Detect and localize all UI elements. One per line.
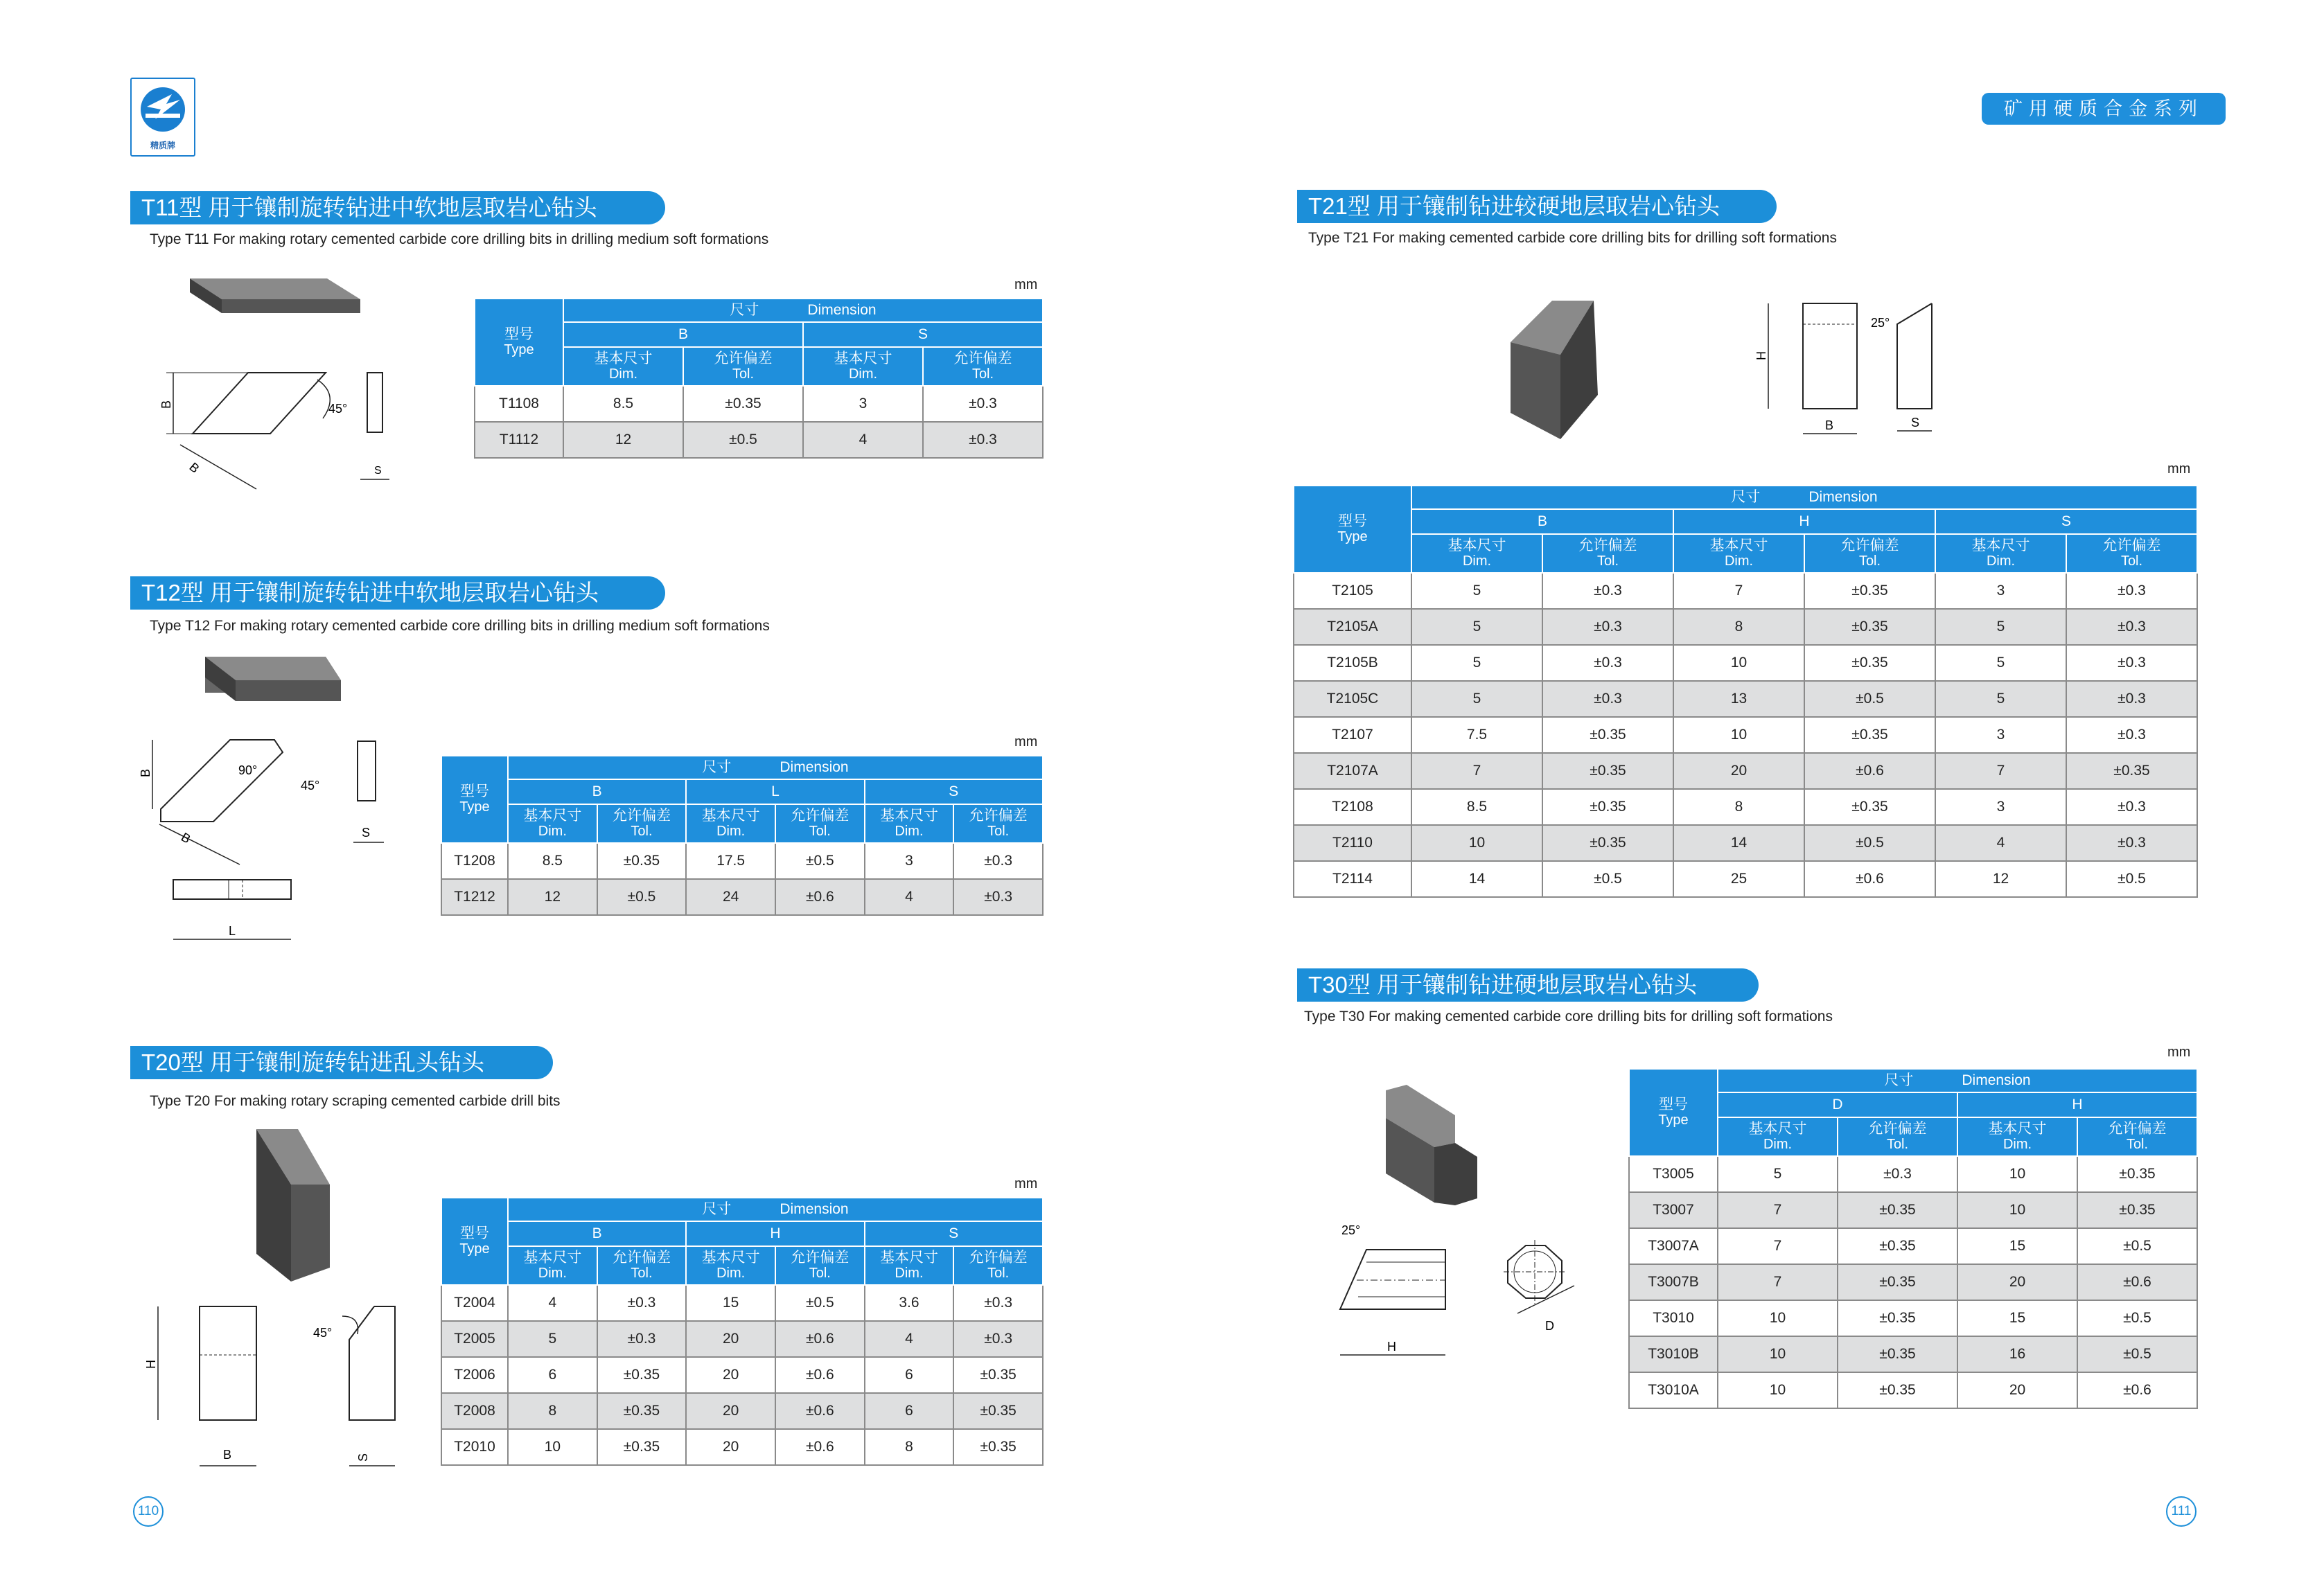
table-row: T2004 4 ±0.3 15 ±0.5 3.6 ±0.3 bbox=[441, 1285, 1043, 1321]
dimension-header: 尺寸 Dimension bbox=[563, 299, 1043, 322]
cell-type: T2114 bbox=[1294, 861, 1411, 897]
table-row: T1208 8.5 ±0.35 17.5 ±0.5 3 ±0.3 bbox=[441, 843, 1043, 879]
t30-label-h: H bbox=[1387, 1340, 1396, 1354]
t12-label-s: S bbox=[362, 826, 371, 840]
cell-type: T2010 bbox=[441, 1429, 508, 1465]
cell-type: T2004 bbox=[441, 1285, 508, 1321]
table-row: T3007A 7 ±0.35 15 ±0.5 bbox=[1629, 1228, 2197, 1264]
cell-type: T1208 bbox=[441, 843, 508, 879]
t21-label-b: B bbox=[1825, 418, 1834, 432]
brand-logo bbox=[130, 78, 195, 157]
t12-figure bbox=[139, 651, 416, 949]
t12-label-45: 45° bbox=[301, 779, 320, 792]
cell-type: T3007A bbox=[1629, 1228, 1718, 1264]
dimension-header: 尺寸 Dimension bbox=[1411, 486, 2197, 509]
tol-col-header: 允许偏差 Tol. bbox=[1542, 534, 1673, 573]
t21-unit: mm bbox=[2167, 461, 2191, 477]
t21-label-s: S bbox=[1911, 416, 1920, 429]
table-row: T1108 8.5 ±0.35 3 ±0.3 bbox=[475, 386, 1043, 422]
t20-front-view bbox=[200, 1306, 256, 1420]
t12-side-view bbox=[358, 741, 376, 801]
table-row: T2006 6 ±0.35 20 ±0.6 6 ±0.35 bbox=[441, 1357, 1043, 1393]
group-header: B bbox=[563, 322, 803, 347]
section-subtitle-t21: Type T21 For making cemented carbide core drilling bits for drilling soft formations bbox=[1308, 230, 1837, 246]
t12-label-l: L bbox=[229, 924, 236, 938]
group-header: S bbox=[1935, 509, 2197, 534]
group-header: L bbox=[686, 779, 864, 804]
t30-rod-end bbox=[1434, 1143, 1477, 1205]
table-row: T2107 7.5 ±0.35 10 ±0.35 3 ±0.3 bbox=[1294, 717, 2197, 753]
t11-label-b2: B bbox=[186, 459, 202, 476]
dim-col-header: 基本尺寸 Dim. bbox=[1935, 534, 2066, 573]
cell-type: T3005 bbox=[1629, 1156, 1718, 1192]
table-row: T2114 14 ±0.5 25 ±0.6 12 ±0.5 bbox=[1294, 861, 2197, 897]
table-row: T2010 10 ±0.35 20 ±0.6 8 ±0.35 bbox=[441, 1429, 1043, 1465]
tol-col-header: 允许偏差 Tol. bbox=[953, 804, 1043, 843]
section-title-t21: T21型 用于镶制钻进较硬地层取岩心钻头 bbox=[1297, 190, 1777, 223]
t20-label-h: H bbox=[144, 1360, 158, 1369]
cell-type: T2105A bbox=[1294, 609, 1411, 645]
dim-col-header: 基本尺寸 Dim. bbox=[563, 347, 683, 386]
tol-col-header: 允许偏差 Tol. bbox=[953, 1246, 1043, 1285]
cell-type: T2008 bbox=[441, 1393, 508, 1429]
t11-unit: mm bbox=[1014, 277, 1038, 292]
table-row: T3007B 7 ±0.35 20 ±0.6 bbox=[1629, 1264, 2197, 1300]
cell-type: T1112 bbox=[475, 422, 563, 458]
t30-figure bbox=[1317, 1081, 1635, 1372]
type-header: 型号 Type bbox=[1294, 486, 1411, 573]
group-header: S bbox=[865, 779, 1043, 804]
t30-label-d: D bbox=[1545, 1319, 1554, 1333]
cell-type: T1108 bbox=[475, 386, 563, 422]
dim-col-header: 基本尺寸 Dim. bbox=[803, 347, 923, 386]
dim-col-header: 基本尺寸 Dim. bbox=[865, 1246, 954, 1285]
page-number-right: 111 bbox=[2166, 1496, 2197, 1527]
t20-label-b: B bbox=[223, 1448, 232, 1462]
cell-type: T2105C bbox=[1294, 681, 1411, 717]
section-title-t30: T30型 用于镶制钻进硬地层取岩心钻头 bbox=[1297, 968, 1759, 1002]
t21-label-h: H bbox=[1754, 351, 1768, 360]
t21-label-angle: 25° bbox=[1871, 316, 1890, 330]
table-row: T1212 12 ±0.5 24 ±0.6 4 ±0.3 bbox=[441, 879, 1043, 915]
t11-figure bbox=[139, 263, 430, 499]
type-header: 型号 Type bbox=[1629, 1069, 1718, 1156]
cell-type: T3010A bbox=[1629, 1372, 1718, 1408]
group-header: B bbox=[508, 779, 686, 804]
dim-col-header: 基本尺寸 Dim. bbox=[1718, 1117, 1838, 1156]
t30-label-angle: 25° bbox=[1341, 1223, 1361, 1237]
cell-type: T3010B bbox=[1629, 1336, 1718, 1372]
dim-col-header: 基本尺寸 Dim. bbox=[508, 804, 597, 843]
cell-type: T3007 bbox=[1629, 1192, 1718, 1228]
group-header: S bbox=[803, 322, 1043, 347]
cell-type: T3010 bbox=[1629, 1300, 1718, 1336]
table-row: T2005 5 ±0.3 20 ±0.6 4 ±0.3 bbox=[441, 1321, 1043, 1357]
t30-side-view bbox=[1340, 1250, 1445, 1309]
t12-label-90: 90° bbox=[238, 763, 258, 777]
t11-label-angle: 45° bbox=[328, 402, 348, 416]
table-row: T2008 8 ±0.35 20 ±0.6 6 ±0.35 bbox=[441, 1393, 1043, 1429]
tol-col-header: 允许偏差 Tol. bbox=[2077, 1117, 2197, 1156]
tol-col-header: 允许偏差 Tol. bbox=[1838, 1117, 1957, 1156]
t12-plate-front bbox=[236, 680, 341, 701]
table-row: T2105A 5 ±0.3 8 ±0.35 5 ±0.3 bbox=[1294, 609, 2197, 645]
group-header: H bbox=[1673, 509, 1935, 534]
t20-unit: mm bbox=[1014, 1176, 1038, 1191]
group-header: D bbox=[1718, 1092, 1957, 1117]
brand-logo-mark-icon bbox=[132, 79, 194, 137]
group-header: S bbox=[865, 1221, 1043, 1246]
dim-col-header: 基本尺寸 Dim. bbox=[508, 1246, 597, 1285]
t11-plate-front bbox=[222, 299, 360, 313]
t21-table bbox=[1293, 485, 2198, 898]
section-title-t11: T11型 用于镶制旋转钻进中软地层取岩心钻头 bbox=[130, 191, 665, 224]
cell-type: T3007B bbox=[1629, 1264, 1718, 1300]
t20-block-front bbox=[291, 1185, 330, 1282]
table-row: T2108 8.5 ±0.35 8 ±0.35 3 ±0.3 bbox=[1294, 789, 2197, 825]
dim-col-header: 基本尺寸 Dim. bbox=[1957, 1117, 2077, 1156]
tol-col-header: 允许偏差 Tol. bbox=[2066, 534, 2197, 573]
t20-label-angle: 45° bbox=[313, 1326, 333, 1340]
tol-col-header: 允许偏差 Tol. bbox=[683, 347, 803, 386]
dimension-header: 尺寸 Dimension bbox=[508, 756, 1043, 779]
group-header: B bbox=[1411, 509, 1673, 534]
section-subtitle-t12: Type T12 For making rotary cemented carbide core drilling bits in drilling medium soft formations bbox=[150, 618, 770, 634]
type-header: 型号 Type bbox=[441, 756, 508, 843]
table-row: T3010B 10 ±0.35 16 ±0.5 bbox=[1629, 1336, 2197, 1372]
dim-col-header: 基本尺寸 Dim. bbox=[686, 804, 775, 843]
tol-col-header: 允许偏差 Tol. bbox=[775, 1246, 865, 1285]
cell-type: T2006 bbox=[441, 1357, 508, 1393]
section-title-t20: T20型 用于镶制旋转钻进乱头钻头 bbox=[130, 1046, 553, 1079]
tol-col-header: 允许偏差 Tol. bbox=[597, 1246, 687, 1285]
table-row: T2105C 5 ±0.3 13 ±0.5 5 ±0.3 bbox=[1294, 681, 2197, 717]
section-subtitle-t11: Type T11 For making rotary cemented carbide core drilling bits in drilling medium soft formations bbox=[150, 231, 769, 247]
cell-type: T1212 bbox=[441, 879, 508, 915]
t11-label-s: S bbox=[374, 465, 382, 477]
t12-top-view bbox=[173, 880, 291, 899]
t20-figure bbox=[139, 1129, 430, 1489]
t20-label-s: S bbox=[356, 1453, 370, 1462]
dim-col-header: 基本尺寸 Dim. bbox=[686, 1246, 775, 1285]
t21-block-front bbox=[1511, 342, 1560, 439]
cell-type: T2107 bbox=[1294, 717, 1411, 753]
dim-col-header: 基本尺寸 Dim. bbox=[1673, 534, 1804, 573]
group-header: H bbox=[686, 1221, 864, 1246]
t12-table bbox=[441, 755, 1044, 916]
section-subtitle-t30: Type T30 For making cemented carbide core drilling bits for drilling soft formations bbox=[1304, 1009, 1833, 1025]
tol-col-header: 允许偏差 Tol. bbox=[923, 347, 1043, 386]
group-header: H bbox=[1957, 1092, 2197, 1117]
t12-label-b1: B bbox=[139, 768, 152, 777]
t12-label-b2: B bbox=[179, 830, 193, 846]
table-row: T3007 7 ±0.35 10 ±0.35 bbox=[1629, 1192, 2197, 1228]
cell-type: T2108 bbox=[1294, 789, 1411, 825]
table-row: T3005 5 ±0.3 10 ±0.35 bbox=[1629, 1156, 2197, 1192]
cell-type: T2110 bbox=[1294, 825, 1411, 861]
dim-col-header: 基本尺寸 Dim. bbox=[865, 804, 954, 843]
t11-side-view bbox=[367, 373, 382, 432]
type-header: 型号 Type bbox=[475, 299, 563, 386]
table-row: T2105 5 ±0.3 7 ±0.35 3 ±0.3 bbox=[1294, 573, 2197, 609]
tol-col-header: 允许偏差 Tol. bbox=[1804, 534, 1935, 573]
t12-unit: mm bbox=[1014, 734, 1038, 750]
t20-side-view bbox=[349, 1306, 395, 1420]
section-subtitle-t20: Type T20 For making rotary scraping cemented carbide drill bits bbox=[150, 1093, 561, 1109]
tol-col-header: 允许偏差 Tol. bbox=[775, 804, 865, 843]
cell-type: T2105B bbox=[1294, 645, 1411, 681]
table-row: T3010 10 ±0.35 15 ±0.5 bbox=[1629, 1300, 2197, 1336]
t12-outline bbox=[161, 740, 283, 822]
dim-col-header: 基本尺寸 Dim. bbox=[1411, 534, 1542, 573]
dimension-header: 尺寸 Dimension bbox=[508, 1198, 1043, 1221]
cell-type: T2005 bbox=[441, 1321, 508, 1357]
cell-type: T2107A bbox=[1294, 753, 1411, 789]
brand-logo-text: 精质牌 bbox=[150, 141, 175, 150]
cell-type: T2105 bbox=[1294, 573, 1411, 609]
section-title-t12: T12型 用于镶制旋转钻进中软地层取岩心钻头 bbox=[130, 576, 665, 610]
t11-table bbox=[474, 298, 1044, 459]
t11-outline bbox=[193, 373, 326, 434]
series-badge: 矿用硬质合金系列 bbox=[1982, 93, 2226, 125]
group-header: B bbox=[508, 1221, 686, 1246]
type-header: 型号 Type bbox=[441, 1198, 508, 1285]
dimension-header: 尺寸 Dimension bbox=[1718, 1069, 2197, 1092]
tol-col-header: 允许偏差 Tol. bbox=[597, 804, 687, 843]
table-row: T1112 12 ±0.5 4 ±0.3 bbox=[475, 422, 1043, 458]
table-row: T2105B 5 ±0.3 10 ±0.35 5 ±0.3 bbox=[1294, 645, 2197, 681]
table-row: T2110 10 ±0.35 14 ±0.5 4 ±0.3 bbox=[1294, 825, 2197, 861]
t11-label-b1: B bbox=[159, 400, 173, 409]
t21-figure bbox=[1497, 291, 1996, 443]
table-row: T3010A 10 ±0.35 20 ±0.6 bbox=[1629, 1372, 2197, 1408]
t30-table bbox=[1628, 1068, 2198, 1409]
t21-side-view bbox=[1897, 303, 1932, 409]
t30-unit: mm bbox=[2167, 1045, 2191, 1060]
t20-table bbox=[441, 1197, 1044, 1466]
table-row: T2107A 7 ±0.35 20 ±0.6 7 ±0.35 bbox=[1294, 753, 2197, 789]
page-number-left: 110 bbox=[133, 1496, 164, 1527]
t21-front-view bbox=[1803, 303, 1857, 409]
